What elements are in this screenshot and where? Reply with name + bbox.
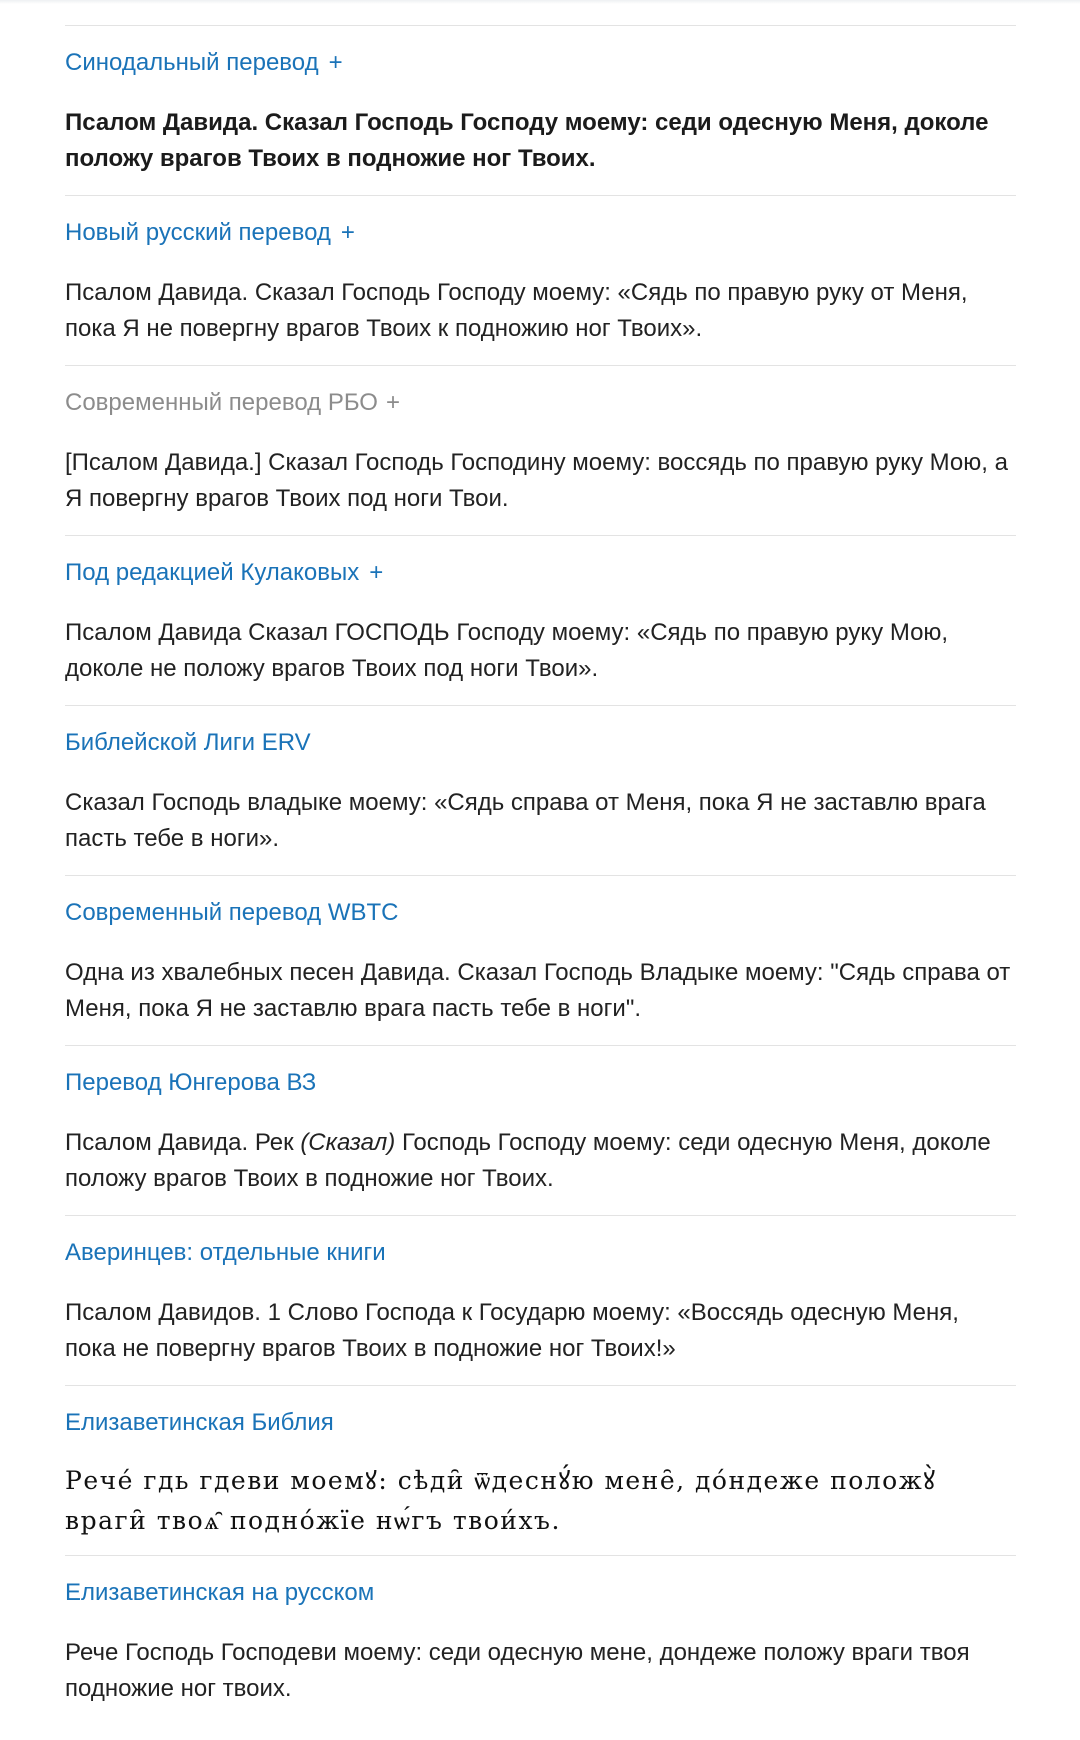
translation-entry-elizabeth (65, 1385, 1016, 1555)
translation-title-label[interactable]: Новый русский перевод (65, 219, 331, 246)
expand-plus-icon[interactable]: + (340, 219, 355, 246)
translation-entry-erv (65, 705, 1016, 875)
translation-title-label[interactable]: Современный перевод РБО (65, 389, 378, 416)
translation-title-label[interactable]: Под редакцией Кулаковых (65, 559, 360, 586)
translation-title[interactable]: Библейской Лиги ERV (65, 729, 311, 756)
translation-entry-elizabeth-russian (65, 1555, 1016, 1725)
verse-text: Псалом Давидов. 1 Слово Господа к Государю моему: «Воссядь одесную Меня, пока не повергну врагов Твоих в подножие ног Твоих!» (65, 1299, 959, 1362)
translations-list (65, 25, 1016, 1725)
translation-entry-averintsev (65, 1215, 1016, 1385)
verse-text: Псалом Давида. Сказал Господь Господу моему: «Сядь по правую руку от Меня, пока Я не повергну врагов Твоих к подножию ног Твоих». (65, 279, 968, 342)
translation-entry-nrt (65, 195, 1016, 365)
translation-title[interactable] (65, 556, 383, 590)
translation-entry-synodal (65, 25, 1016, 195)
translation-title[interactable]: Елизаветинская Библия (65, 1409, 334, 1436)
translation-title[interactable]: Перевод Юнгерова ВЗ (65, 1069, 317, 1096)
translation-entry-wbtc (65, 875, 1016, 1045)
top-shadow (0, 0, 1080, 4)
translation-entry-rbo (65, 365, 1016, 535)
translation-entry-jungerov (65, 1045, 1016, 1215)
translation-title[interactable]: Аверинцев: отдельные книги (65, 1239, 386, 1266)
verse-text: [Псалом Давида.] Сказал Господь Господину моему: воссядь по правую руку Мою, а Я повергну врагов Твоих под ноги Твои. (65, 449, 1008, 512)
verse-text-italic-gloss: (Сказал) (300, 1129, 396, 1156)
expand-plus-icon[interactable]: + (369, 559, 384, 586)
verse-text: Рече Господь Господеви моему: седи одесную мене, дондеже положу враги твоя подножие ног твоих. (65, 1639, 970, 1702)
verse-text-church-slavonic: Рече́ гдь гдеви моемꙋ: сѣди̑ ѿдеснꙋ́ю мене̑, до́ндеже положꙋ̀ враги̑ твоѧ̑ подно́жїе нѡ́гъ твои́хъ. (65, 1466, 937, 1535)
verse-text-start: Псалом Давида. Рек (65, 1129, 301, 1156)
verse-text-end: Господь Господу моему: седи одесную Меня, доколе положу врагов Твоих в подножие ног Твоих. (65, 1129, 991, 1192)
expand-plus-icon[interactable]: + (328, 49, 343, 76)
expand-plus-icon[interactable]: + (385, 389, 400, 416)
translation-title[interactable]: Современный перевод WBTC (65, 899, 399, 926)
translation-title[interactable]: Елизаветинская на русском (65, 1579, 375, 1606)
verse-text (65, 1125, 1016, 1197)
verse-text: Сказал Господь владыке моему: «Сядь справа от Меня, пока Я не заставлю врага пасть тебе в ноги». (65, 789, 986, 852)
translation-title[interactable] (65, 386, 400, 420)
verse-text: Одна из хвалебных песен Давида. Сказал Господь Владыке моему: "Сядь справа от Меня, пока Я не заставлю врага пасть тебе в ноги". (65, 959, 1011, 1022)
translation-title[interactable] (65, 216, 355, 250)
translation-title-label[interactable]: Синодальный перевод (65, 49, 319, 76)
translation-title[interactable] (65, 46, 343, 80)
verse-text: Псалом Давида. Сказал Господь Господу моему: седи одесную Меня, доколе положу врагов Твоих в подножие ног Твоих. (65, 109, 989, 172)
verse-text: Псалом Давида Сказал ГОСПОДЬ Господу моему: «Сядь по правую руку Мою, доколе не положу врагов Твоих под ноги Твои». (65, 619, 949, 682)
translation-entry-kulakov (65, 535, 1016, 705)
